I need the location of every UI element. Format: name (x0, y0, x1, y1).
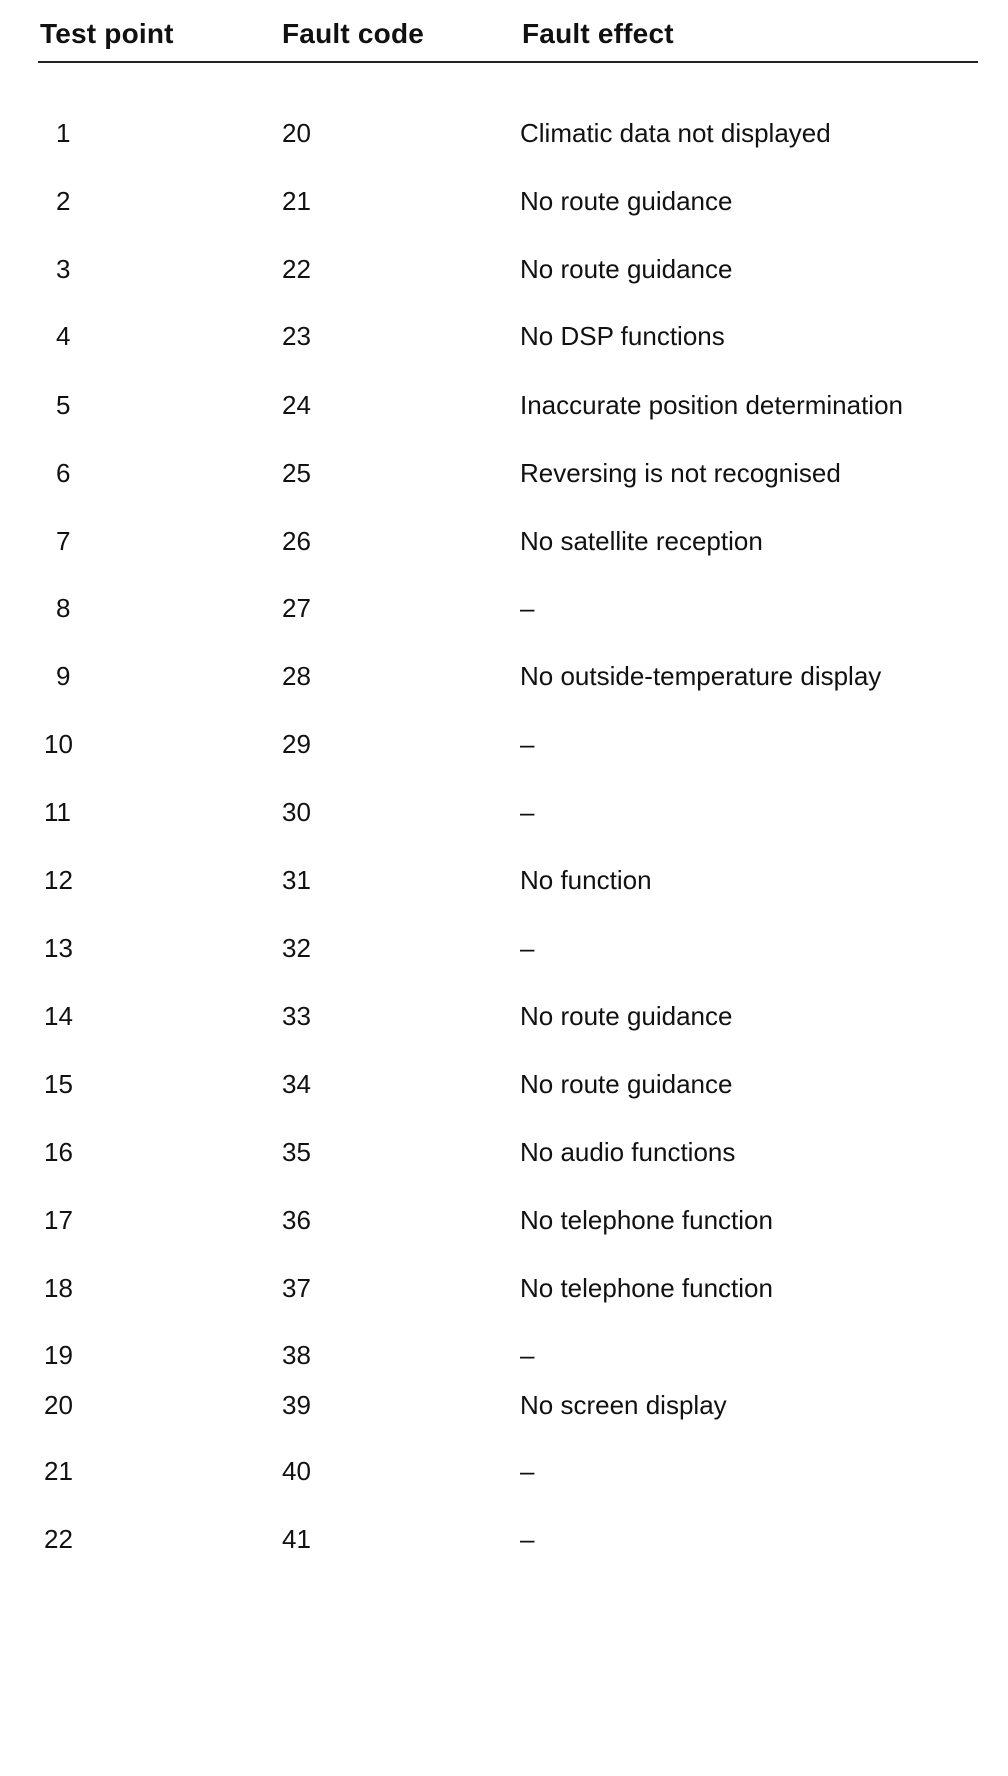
cell-fault-effect: Reversing is not recognised (520, 458, 841, 488)
table-row (0, 1385, 1008, 1425)
cell-test-point: 4 (56, 321, 71, 351)
table-row (0, 1268, 1008, 1308)
cell-fault-code: 22 (282, 254, 311, 284)
cell-test-point: 19 (44, 1340, 73, 1370)
cell-test-point: 14 (44, 1001, 73, 1031)
table-row (0, 1335, 1008, 1375)
table-row (0, 181, 1008, 221)
cell-test-point: 5 (56, 390, 71, 420)
cell-fault-effect: No route guidance (520, 254, 733, 284)
cell-test-point: 16 (44, 1137, 73, 1167)
cell-fault-code: 24 (282, 390, 311, 420)
cell-fault-effect: No route guidance (520, 1001, 733, 1031)
table-row (0, 453, 1008, 493)
cell-fault-code: 23 (282, 321, 311, 351)
cell-test-point: 17 (44, 1205, 73, 1235)
cell-fault-effect: No route guidance (520, 186, 733, 216)
table-row (0, 385, 1008, 425)
cell-fault-effect: Climatic data not displayed (520, 118, 831, 148)
cell-fault-code: 36 (282, 1205, 311, 1235)
cell-test-point: 3 (56, 254, 71, 284)
table-row (0, 1064, 1008, 1104)
cell-fault-effect: No route guidance (520, 1069, 733, 1099)
cell-fault-code: 31 (282, 865, 311, 895)
cell-test-point: 7 (56, 526, 71, 556)
table-row (0, 724, 1008, 764)
cell-fault-effect: No audio functions (520, 1137, 736, 1167)
cell-fault-code: 27 (282, 593, 311, 623)
table-row (0, 792, 1008, 832)
cell-fault-effect: No telephone function (520, 1273, 773, 1303)
cell-fault-code: 21 (282, 186, 311, 216)
cell-fault-code: 32 (282, 933, 311, 963)
table-row (0, 521, 1008, 561)
cell-fault-code: 41 (282, 1524, 311, 1554)
table-row (0, 249, 1008, 289)
cell-fault-effect: No screen display (520, 1390, 727, 1420)
cell-fault-code: 38 (282, 1340, 311, 1370)
table-row (0, 996, 1008, 1036)
cell-fault-effect: – (520, 729, 535, 759)
table-row (0, 316, 1008, 356)
cell-fault-code: 33 (282, 1001, 311, 1031)
table-row (0, 588, 1008, 628)
cell-fault-effect: No outside-temperature display (520, 661, 882, 691)
cell-fault-code: 39 (282, 1390, 311, 1420)
table-row (0, 860, 1008, 900)
cell-fault-code: 34 (282, 1069, 311, 1099)
cell-fault-code: 26 (282, 526, 311, 556)
cell-fault-effect: No satellite reception (520, 526, 763, 556)
cell-fault-effect: No DSP functions (520, 321, 725, 351)
cell-fault-code: 25 (282, 458, 311, 488)
table-row (0, 1519, 1008, 1559)
cell-fault-effect: – (520, 933, 535, 963)
cell-test-point: 18 (44, 1273, 73, 1303)
header-fault-code: Fault code (282, 18, 425, 49)
cell-fault-effect: – (520, 1456, 535, 1486)
cell-fault-effect: – (520, 593, 535, 623)
cell-fault-effect: – (520, 1340, 535, 1370)
cell-test-point: 15 (44, 1069, 73, 1099)
cell-fault-code: 40 (282, 1456, 311, 1486)
cell-fault-code: 28 (282, 661, 311, 691)
cell-fault-effect: – (520, 797, 535, 827)
table-row (0, 656, 1008, 696)
cell-test-point: 12 (44, 865, 73, 895)
cell-fault-code: 35 (282, 1137, 311, 1167)
header-test-point: Test point (40, 18, 174, 49)
cell-test-point: 21 (44, 1456, 73, 1486)
cell-test-point: 20 (44, 1390, 73, 1420)
table-row (0, 1132, 1008, 1172)
cell-fault-effect: No function (520, 865, 652, 895)
table-row (0, 1451, 1008, 1491)
table-row (0, 928, 1008, 968)
cell-test-point: 10 (44, 729, 73, 759)
cell-fault-effect: No telephone function (520, 1205, 773, 1235)
header-fault-effect: Fault effect (522, 18, 674, 49)
table-row (0, 1200, 1008, 1240)
table-row (0, 113, 1008, 153)
cell-test-point: 13 (44, 933, 73, 963)
cell-fault-code: 30 (282, 797, 311, 827)
cell-fault-code: 37 (282, 1273, 311, 1303)
cell-fault-effect: – (520, 1524, 535, 1554)
cell-fault-code: 20 (282, 118, 311, 148)
cell-test-point: 9 (56, 661, 71, 691)
cell-test-point: 22 (44, 1524, 73, 1554)
cell-fault-code: 29 (282, 729, 311, 759)
cell-test-point: 6 (56, 458, 71, 488)
cell-test-point: 11 (44, 797, 71, 827)
cell-fault-effect: Inaccurate position determination (520, 390, 904, 420)
cell-test-point: 1 (56, 118, 71, 148)
cell-test-point: 8 (56, 593, 71, 623)
cell-test-point: 2 (56, 186, 71, 216)
